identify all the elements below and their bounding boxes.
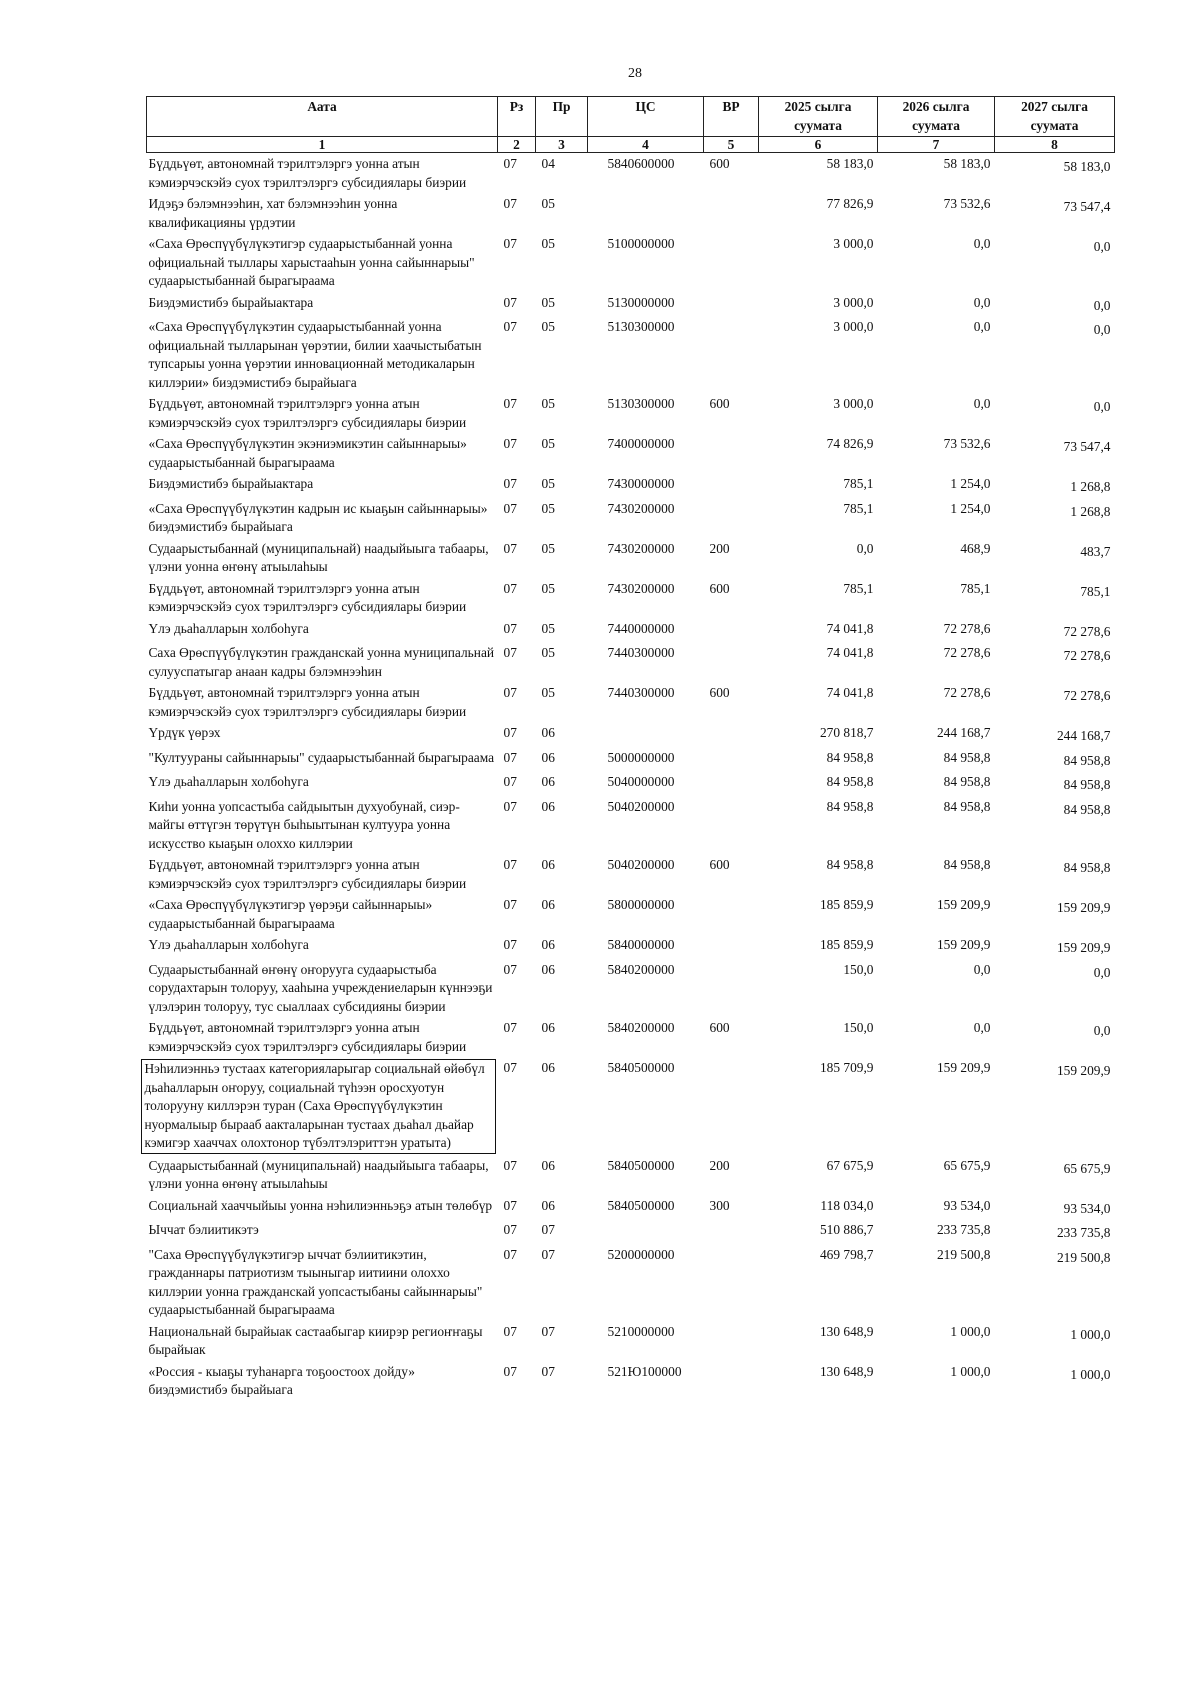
table-row <box>147 153 1115 194</box>
row-cs: 5130300000 <box>607 396 675 411</box>
table-row <box>147 292 1115 317</box>
row-name: Бүддьүөт, автономнай тэрилтэлэргэ уонна атын кэмиэрчэскэйэ суох тэрилтэлэргэ субсидиялары биэрии <box>148 396 467 430</box>
table-row <box>147 1057 1115 1155</box>
row-cs: 7430200000 <box>607 540 675 556</box>
row-2025-amount: 3 000,0 <box>833 396 874 411</box>
table-row <box>147 771 1115 796</box>
page-number: 28 <box>628 66 642 81</box>
row-pr: 06 <box>541 749 555 765</box>
row-vr: 600 <box>709 156 730 171</box>
row-rz: 07 <box>503 540 517 556</box>
row-2026-amount: 159 209,9 <box>936 897 991 912</box>
table-row <box>147 722 1115 747</box>
row-rz: 07 <box>503 500 517 516</box>
table-row <box>147 498 1115 538</box>
table-row <box>147 1361 1115 1401</box>
row-2027-amount: 219 500,8 <box>1056 1249 1111 1265</box>
row-2026-amount: 84 958,8 <box>943 774 991 789</box>
row-2026-amount: 0,0 <box>973 236 991 251</box>
row-2027-amount: 159 209,9 <box>1056 1063 1111 1078</box>
row-2025-amount: 0,0 <box>856 540 874 556</box>
row-2026-amount: 93 534,0 <box>943 1197 991 1213</box>
row-name: Үлэ дьаһалларын холбоһуга <box>148 620 309 636</box>
table-row <box>147 854 1115 894</box>
row-cs: 5130000000 <box>607 294 675 310</box>
row-cs: 5000000000 <box>607 749 675 765</box>
row-2027-amount: 1 268,8 <box>1070 503 1111 519</box>
row-name: Судаарыстыбаннай өҥөнү оҥорууга судаарыстыба сорудахтарын толоруу, хааһына учреждениеларын күннээҕи үлэлэрин толоруу, тус сыаллаах субсидияны биэрии <box>148 961 493 1014</box>
row-vr <box>704 193 759 233</box>
table-row <box>147 393 1115 433</box>
row-2027-amount: 84 958,8 <box>1063 777 1111 792</box>
row-vr: 600 <box>709 580 730 596</box>
table-row <box>147 233 1115 292</box>
row-cs: 521Ю100000 <box>607 1363 682 1379</box>
row-name: «Саха Өрөспүүбүлүкэтин кадрын ис кыаҕын сайыннарыы» биэдэмистибэ бырайыага <box>148 500 488 534</box>
row-2027-amount: 785,1 <box>1080 583 1111 599</box>
row-2025-amount: 185 859,9 <box>819 937 874 952</box>
row-pr: 06 <box>541 961 555 977</box>
row-name: Бүддьүөт, автономнай тэрилтэлэргэ уонна атын кэмиэрчэскэйэ суох тэрилтэлэргэ субсидиялары биэрии <box>148 685 467 719</box>
row-cs: 5840200000 <box>607 1020 675 1035</box>
row-2025-amount: 74 041,8 <box>826 620 874 636</box>
table-row <box>147 1155 1115 1195</box>
row-cs: 7430200000 <box>607 500 675 516</box>
row-name: "Култуураны сайыннарыы" судаарыстыбаннай бырагыраама <box>148 749 495 765</box>
row-cs: 5840200000 <box>607 961 675 977</box>
row-rz: 07 <box>503 1363 517 1379</box>
row-name: Социальнай хааччыйыы уонна нэһилиэнньэҕэ атын төлөбүр <box>148 1197 493 1213</box>
row-2025-amount: 130 648,9 <box>819 1323 874 1339</box>
row-rz: 07 <box>503 1246 517 1262</box>
header-name: Аата <box>147 97 498 137</box>
row-2026-amount: 58 183,0 <box>943 156 991 171</box>
row-2025-amount: 270 818,7 <box>819 725 874 740</box>
row-cs: 7440300000 <box>607 685 675 700</box>
row-vr <box>704 233 759 292</box>
row-vr <box>704 498 759 538</box>
header-2026: 2026 сылга суумата <box>878 97 995 137</box>
table-row <box>147 1244 1115 1321</box>
row-rz: 07 <box>503 1197 517 1213</box>
header-row <box>147 97 1115 137</box>
row-2026-amount: 219 500,8 <box>936 1246 991 1262</box>
row-rz: 07 <box>503 897 517 912</box>
row-2025-amount: 74 041,8 <box>826 685 874 700</box>
row-cs: 5130300000 <box>607 319 675 334</box>
row-vr <box>704 316 759 393</box>
row-rz: 07 <box>503 294 517 310</box>
row-2025-amount: 3 000,0 <box>833 319 874 334</box>
row-cs <box>588 1219 704 1244</box>
table-row <box>147 193 1115 233</box>
row-2027-amount: 84 958,8 <box>1063 801 1111 817</box>
row-pr: 04 <box>541 156 555 171</box>
row-2027-amount: 72 278,6 <box>1063 648 1111 663</box>
row-2026-amount: 84 958,8 <box>943 798 991 814</box>
row-2025-amount: 130 648,9 <box>819 1363 874 1379</box>
table-row <box>147 1321 1115 1361</box>
row-vr <box>704 292 759 317</box>
row-cs: 5040000000 <box>607 774 675 789</box>
row-2027-amount: 93 534,0 <box>1063 1200 1111 1216</box>
header-number: 3 <box>536 137 588 153</box>
table-row <box>147 1195 1115 1220</box>
row-vr <box>704 771 759 796</box>
row-2025-amount: 3 000,0 <box>833 294 874 310</box>
row-vr: 600 <box>709 685 730 700</box>
row-2025-amount: 77 826,9 <box>826 196 874 211</box>
row-cs: 7430000000 <box>607 476 675 491</box>
row-name: «Саха Өрөспүүбүлүкэтин экэниэмикэтин сайыннарыы» судаарыстыбаннай бырагыраама <box>148 436 467 470</box>
row-2026-amount: 0,0 <box>973 961 991 977</box>
row-cs: 5840600000 <box>607 156 675 171</box>
row-pr: 06 <box>541 725 555 740</box>
row-pr: 06 <box>541 897 555 912</box>
row-rz: 07 <box>503 1222 517 1237</box>
row-cs: 5840000000 <box>607 937 675 952</box>
row-vr <box>704 473 759 498</box>
row-cs: 5200000000 <box>607 1246 675 1262</box>
row-2027-amount: 0,0 <box>1093 964 1111 980</box>
row-rz: 07 <box>503 580 517 596</box>
row-name: «Россия - кыаҕы туһанарга тоҕоостоох дойду» биэдэмистибэ бырайыага <box>148 1363 415 1397</box>
row-vr <box>704 934 759 959</box>
header-number: 7 <box>878 137 995 153</box>
row-vr <box>704 894 759 934</box>
row-vr: 300 <box>709 1197 730 1213</box>
row-cs: 5040200000 <box>607 798 675 814</box>
row-2025-amount: 785,1 <box>843 476 874 491</box>
row-vr <box>704 959 759 1018</box>
row-2026-amount: 72 278,6 <box>943 620 991 636</box>
row-2025-amount: 58 183,0 <box>826 156 874 171</box>
row-name: Судаарыстыбаннай (муниципальнай) наадыйыыга табаары, үлэни уонна өҥөнү атыылаһыы <box>148 1157 489 1191</box>
row-2027-amount: 483,7 <box>1080 543 1111 559</box>
row-2027-amount: 58 183,0 <box>1063 159 1111 174</box>
header-rz: Рз <box>498 97 536 137</box>
row-pr: 05 <box>541 236 555 251</box>
row-cs: 5210000000 <box>607 1323 675 1339</box>
table-body <box>144 153 1115 1401</box>
boxed-row-name: Нэһилиэнньэ тустаах категорияларыгар социальнай өйөбүл дьаһалларын оҥоруу, социальнай түһээн оросхуотун толорууну киллэрэн туран (Саха Өрөспүүбүлүкэтин нуормалыыр бырааб аакталарынан тустаах дьаһал дьайар кэмигэр хааччах олохтонор түбэлтэлэриттэн уратыта) <box>141 1059 496 1154</box>
table-row <box>147 747 1115 772</box>
header-vr: ВР <box>704 97 759 137</box>
row-name: Бүддьүөт, автономнай тэрилтэлэргэ уонна атын кэмиэрчэскэйэ суох тэрилтэлэргэ субсидиялары биэрии <box>148 580 467 614</box>
budget-table <box>146 96 1115 1401</box>
row-rz: 07 <box>503 725 517 740</box>
row-2027-amount: 72 278,6 <box>1063 623 1111 639</box>
row-name: «Саха Өрөспүүбүлүкэтигэр үөрэҕи сайыннарыы» судаарыстыбаннай бырагыраама <box>148 897 433 931</box>
row-pr: 05 <box>541 476 555 491</box>
row-vr: 600 <box>709 857 730 872</box>
row-2026-amount: 785,1 <box>960 580 991 596</box>
row-2027-amount: 1 268,8 <box>1070 479 1111 494</box>
table-row <box>147 1017 1115 1057</box>
row-vr: 200 <box>709 540 730 556</box>
row-vr <box>704 796 759 855</box>
row-2026-amount: 0,0 <box>973 396 991 411</box>
table-row <box>147 316 1115 393</box>
row-2025-amount: 785,1 <box>843 580 874 596</box>
row-pr: 05 <box>541 436 555 451</box>
row-cs: 5040200000 <box>607 857 675 872</box>
row-2025-amount: 84 958,8 <box>826 774 874 789</box>
row-pr: 06 <box>541 798 555 814</box>
header-number: 2 <box>498 137 536 153</box>
table-row <box>147 642 1115 682</box>
row-name: Үлэ дьаһалларын холбоһуга <box>148 774 309 789</box>
row-2027-amount: 244 168,7 <box>1056 728 1111 743</box>
header-2027: 2027 сылга суумата <box>995 97 1115 137</box>
row-2025-amount: 74 826,9 <box>826 436 874 451</box>
row-rz: 07 <box>503 396 517 411</box>
row-vr: 600 <box>709 1020 730 1035</box>
row-cs: 7440300000 <box>607 645 675 660</box>
row-2025-amount: 785,1 <box>843 500 874 516</box>
row-2027-amount: 0,0 <box>1093 322 1111 337</box>
row-vr <box>704 1321 759 1361</box>
row-name: Бүддьүөт, автономнай тэрилтэлэргэ уонна атын кэмиэрчэскэйэ суох тэрилтэлэргэ субсидиялары биэрии <box>148 857 467 891</box>
row-pr: 05 <box>541 645 555 660</box>
row-pr: 07 <box>541 1246 555 1262</box>
row-pr: 05 <box>541 196 555 211</box>
row-2025-amount: 74 041,8 <box>826 645 874 660</box>
row-name: Бүддьүөт, автономнай тэрилтэлэргэ уонна атын кэмиэрчэскэйэ суох тэрилтэлэргэ субсидиялары биэрии <box>148 156 467 190</box>
row-rz: 07 <box>503 620 517 636</box>
row-2027-amount: 84 958,8 <box>1063 752 1111 768</box>
table-row <box>147 578 1115 618</box>
row-pr: 06 <box>541 857 555 872</box>
row-2025-amount: 84 958,8 <box>826 749 874 765</box>
row-2026-amount: 1 000,0 <box>950 1323 991 1339</box>
row-pr: 07 <box>541 1222 555 1237</box>
row-rz: 07 <box>503 685 517 700</box>
row-rz: 07 <box>503 196 517 211</box>
row-rz: 07 <box>503 774 517 789</box>
row-2026-amount: 1 000,0 <box>950 1363 991 1379</box>
row-pr: 05 <box>541 294 555 310</box>
row-pr: 07 <box>541 1323 555 1339</box>
row-rz: 07 <box>503 319 517 334</box>
row-name: Идэҕэ бэлэмнээһин, хат бэлэмнээһин уонна квалификацияны үрдэтии <box>148 196 398 230</box>
row-2025-amount: 3 000,0 <box>833 236 874 251</box>
header-number: 5 <box>704 137 759 153</box>
row-2025-amount: 67 675,9 <box>826 1157 874 1173</box>
row-2026-amount: 65 675,9 <box>943 1157 991 1173</box>
row-2026-amount: 73 532,6 <box>943 196 991 211</box>
row-2026-amount: 244 168,7 <box>936 725 991 740</box>
row-pr: 05 <box>541 540 555 556</box>
row-2027-amount: 159 209,9 <box>1056 900 1111 915</box>
row-2027-amount: 233 735,8 <box>1056 1225 1111 1240</box>
row-pr: 05 <box>541 685 555 700</box>
row-name: Биэдэмистибэ бырайыактара <box>148 476 314 491</box>
header-number: 6 <box>759 137 878 153</box>
row-2025-amount: 118 034,0 <box>820 1197 874 1213</box>
row-pr: 05 <box>541 396 555 411</box>
row-2027-amount: 0,0 <box>1093 239 1111 254</box>
row-2026-amount: 0,0 <box>973 294 991 310</box>
row-cs: 5800000000 <box>607 897 675 912</box>
row-vr: 600 <box>709 396 730 411</box>
row-2027-amount: 0,0 <box>1093 297 1111 313</box>
row-2027-amount: 0,0 <box>1093 1023 1111 1038</box>
row-cs <box>588 193 704 233</box>
row-rz: 07 <box>503 749 517 765</box>
row-2025-amount: 84 958,8 <box>826 798 874 814</box>
row-vr <box>704 747 759 772</box>
row-cs: 7430200000 <box>607 580 675 596</box>
row-pr: 06 <box>541 1060 555 1075</box>
row-2027-amount: 1 000,0 <box>1070 1366 1111 1382</box>
row-name: Киһи уонна уопсастыба сайдыытын духуобунай, сиэр-майгы өттүгэн төрүтүн быһыытынан култуура уонна искусство кыаҕын олоххо киллэрии <box>148 798 460 851</box>
row-2026-amount: 159 209,9 <box>936 1060 991 1075</box>
row-2027-amount: 73 547,4 <box>1063 439 1111 454</box>
row-cs: 7400000000 <box>607 436 675 451</box>
row-vr <box>704 433 759 473</box>
row-rz: 07 <box>503 156 517 171</box>
row-vr <box>704 618 759 643</box>
row-pr: 05 <box>541 580 555 596</box>
row-2025-amount: 510 886,7 <box>819 1222 874 1237</box>
row-pr: 05 <box>541 620 555 636</box>
row-rz: 07 <box>503 436 517 451</box>
row-rz: 07 <box>503 476 517 491</box>
row-pr: 07 <box>541 1363 555 1379</box>
header-number: 8 <box>995 137 1115 153</box>
header-number-row <box>147 137 1115 153</box>
row-vr <box>704 1057 759 1155</box>
row-cs: 5840500000 <box>607 1157 675 1173</box>
row-rz: 07 <box>503 236 517 251</box>
row-name: Ыччат бэлиитикэтэ <box>148 1222 259 1237</box>
table-row <box>147 934 1115 959</box>
row-name: Саха Өрөспүүбүлүкэтин гражданскай уонна муниципальнай сулууспатыгар анаан кадры бэлэмнээһин <box>148 645 495 679</box>
row-vr <box>704 722 759 747</box>
row-rz: 07 <box>503 1060 517 1075</box>
row-2027-amount: 72 278,6 <box>1063 688 1111 703</box>
row-vr: 200 <box>709 1157 730 1173</box>
row-cs <box>588 722 704 747</box>
table-row <box>147 894 1115 934</box>
row-name <box>144 1057 498 1155</box>
row-rz: 07 <box>503 1323 517 1339</box>
row-cs: 5100000000 <box>607 236 675 251</box>
row-name: Судаарыстыбаннай (муниципальнай) наадыйыыга табаары, үлэни уонна өҥөнү атыылаһыы <box>148 540 489 574</box>
row-2025-amount: 150,0 <box>843 961 874 977</box>
row-2025-amount: 150,0 <box>843 1020 874 1035</box>
row-2027-amount: 0,0 <box>1093 399 1111 414</box>
table-row <box>147 433 1115 473</box>
row-vr <box>704 1244 759 1321</box>
row-pr: 05 <box>541 319 555 334</box>
row-2026-amount: 73 532,6 <box>943 436 991 451</box>
row-2027-amount: 73 547,4 <box>1063 199 1111 214</box>
row-pr: 06 <box>541 1020 555 1035</box>
row-2026-amount: 84 958,8 <box>943 857 991 872</box>
table-row <box>147 473 1115 498</box>
row-name: Үлэ дьаһалларын холбоһуга <box>148 937 309 952</box>
row-pr: 06 <box>541 937 555 952</box>
row-2025-amount: 185 709,9 <box>819 1060 874 1075</box>
row-2027-amount: 84 958,8 <box>1063 860 1111 875</box>
row-cs: 5840500000 <box>607 1197 675 1213</box>
header-number: 4 <box>588 137 704 153</box>
row-cs: 5840500000 <box>607 1060 675 1075</box>
row-pr: 05 <box>541 500 555 516</box>
row-2027-amount: 1 000,0 <box>1070 1326 1111 1342</box>
row-name: Бүддьүөт, автономнай тэрилтэлэргэ уонна атын кэмиэрчэскэйэ суох тэрилтэлэргэ субсидиялары биэрии <box>148 1020 467 1054</box>
row-rz: 07 <box>503 1157 517 1173</box>
table-row <box>147 796 1115 855</box>
row-name: Национальнай бырайыак састаабыгар киирэр региоҥҥаҕы бырайыак <box>148 1323 483 1357</box>
row-2026-amount: 1 254,0 <box>950 476 991 491</box>
row-2026-amount: 72 278,6 <box>943 645 991 660</box>
row-pr: 06 <box>541 774 555 789</box>
row-2027-amount: 159 209,9 <box>1056 940 1111 955</box>
row-vr <box>704 642 759 682</box>
table-row <box>147 1219 1115 1244</box>
row-rz: 07 <box>503 1020 517 1035</box>
row-2026-amount: 159 209,9 <box>936 937 991 952</box>
row-name: "Саха Өрөспүүбүлүкэтигэр ыччат бэлиитикэтин, гражданнары патриотизм тыыныгар иитиини олоххо киллэрии уонна гражданскай уопсастыбаны сайыннарыы" судаарыстыбаннай бырагыраама <box>148 1246 483 1317</box>
row-cs: 7440000000 <box>607 620 675 636</box>
row-2026-amount: 468,9 <box>960 540 991 556</box>
header-number: 1 <box>147 137 498 153</box>
row-2026-amount: 72 278,6 <box>943 685 991 700</box>
row-2026-amount: 1 254,0 <box>950 500 991 516</box>
header-pr: Пр <box>536 97 588 137</box>
row-2027-amount: 65 675,9 <box>1063 1160 1111 1176</box>
row-pr: 06 <box>541 1157 555 1173</box>
row-rz: 07 <box>503 961 517 977</box>
table-row <box>147 618 1115 643</box>
row-rz: 07 <box>503 937 517 952</box>
row-2025-amount: 469 798,7 <box>819 1246 874 1262</box>
header-2025: 2025 сылга суумата <box>759 97 878 137</box>
row-vr <box>704 1361 759 1401</box>
row-rz: 07 <box>503 798 517 814</box>
row-name: Биэдэмистибэ бырайыактара <box>148 294 314 310</box>
row-name: Үрдүк үөрэх <box>148 725 221 740</box>
row-2026-amount: 0,0 <box>973 1020 991 1035</box>
row-2026-amount: 0,0 <box>973 319 991 334</box>
table-row <box>147 959 1115 1018</box>
row-2026-amount: 233 735,8 <box>936 1222 991 1237</box>
row-rz: 07 <box>503 857 517 872</box>
header-cs: ЦС <box>588 97 704 137</box>
row-pr: 06 <box>541 1197 555 1213</box>
table-row <box>147 538 1115 578</box>
row-2025-amount: 185 859,9 <box>819 897 874 912</box>
row-rz: 07 <box>503 645 517 660</box>
table-row <box>147 682 1115 722</box>
row-name: «Саха Өрөспүүбүлүкэтин судаарыстыбаннай уонна официальнай тылларынан үөрэтии, билии хаачыстыбатын тупсарыы уонна үөрэтии инновационнай методикаларын киллэрии» биэдэмистибэ бырайыага <box>148 319 482 390</box>
row-2026-amount: 84 958,8 <box>943 749 991 765</box>
row-2025-amount: 84 958,8 <box>826 857 874 872</box>
row-name: «Саха Өрөспүүбүлүкэтигэр судаарыстыбаннай уонна официальнай тыллары харыстааһын уонна сайыннарыы" судаарыстыбаннай бырагыраама <box>148 236 475 288</box>
row-vr <box>704 1219 759 1244</box>
